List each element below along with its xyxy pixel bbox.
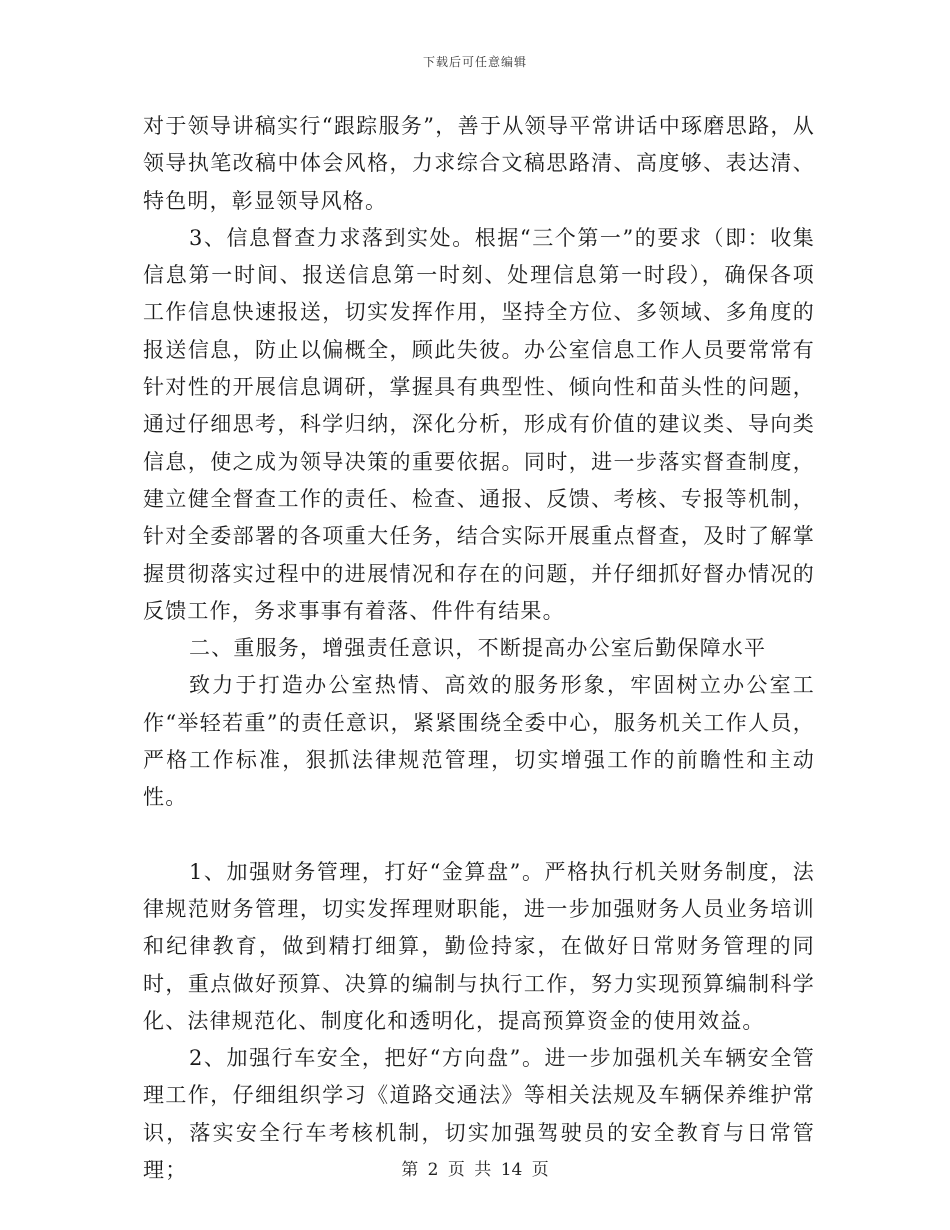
section-heading-service: 二、重服务，增强责任意识，不断提高办公室后勤保障水平 <box>189 636 767 661</box>
paragraph-info-supervision: 3、信息督查力求落到实处。根据“三个第一”的要求（即：收集信息第一时间、报送信息第一时刻、处理信息第一时段），确保各项工作信息快速报送，切实发挥作用，坚持全方位、多领域、多角度的报送信息，防止以偏概全，顾此失彼。办公室信息工作人员要常常有针对性的开展信息调研，掌握具有典型性、倾向性和苗头性的问题，通过仔细思考，科学归纳，深化分析，形成有价值的建议类、导向类信息，使之成为领导决策的重要依据。同时，进一步落实督查制度，建立健全督查工作的责任、检查、通报、反馈、考核、专报等机制，针对全委部署的各项重大任务，结合实际开展重点督查，及时了解掌握贯彻落实过程中的进展情况和存在的问题，并仔细抓好督办情况的反馈工作，务求事事有着落、件件有结果。 <box>143 225 815 623</box>
paragraph-vehicle-safety: 2、加强行车安全，把好“方向盘”。进一步加强机关车辆安全管理工作，仔细组织学习《道路交通法》等相关法规及车辆保养维护常识，落实安全行车考核机制，切实加强驾驶员的安全教育与日常管理； <box>143 1046 815 1183</box>
document-body <box>143 108 815 1189</box>
page-number: 第 2 页 共 14 页 <box>401 1160 549 1180</box>
paragraph-finance: 1、加强财务管理，打好“金算盘”。严格执行机关财务制度，法律规范财务管理，切实发挥理财职能，进一步加强财务人员业务培训和纪律教育，做到精打细算，勤俭持家，在做好日常财务管理的同时，重点做好预算、决算的编制与执行工作，努力实现预算编制科学化、法律规范化、制度化和透明化，提高预算资金的使用效益。 <box>143 859 815 1033</box>
paragraph-service-intro: 致力于打造办公室热情、高效的服务形象，牢固树立办公室工作“举轻若重”的责任意识，紧紧围绕全委中心，服务机关工作人员，严格工作标准，狠抓法律规范管理，切实增强工作的前瞻性和主动性。 <box>143 673 815 810</box>
page-header: 下载后可任意编辑 <box>422 55 527 69</box>
paragraph-continuation: 对于领导讲稿实行“跟踪服务”，善于从领导平常讲话中琢磨思路，从领导执笔改稿中体会风格，力求综合文稿思路清、高度够、表达清、特色明，彰显领导风格。 <box>143 114 815 213</box>
